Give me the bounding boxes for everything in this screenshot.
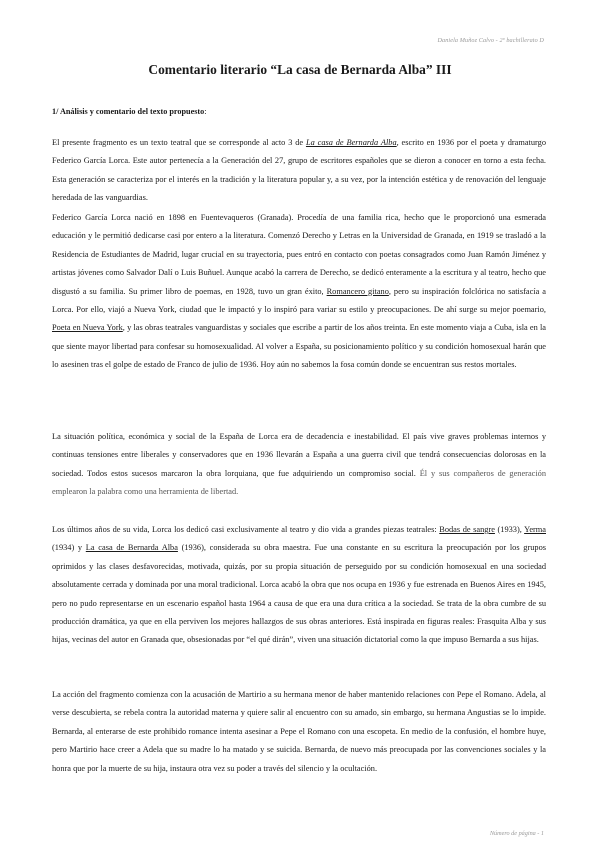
section-heading-text: 1/ Análisis y comentario del texto propuesto [52,107,205,116]
p1-text-b: , escrito en 1936 por el poeta y dramaturgo Federico García Lorca. Este autor pertenecía a la Generación del 27, grupo de escritores españoles que se dieron a conocer en torno a esta fecha. Esta generación se caracteriza por el interés en la tradición y la literatura popular y, a su vez, por la intención estética y de renovación del lenguaje heredada de las vanguardias. [52,138,547,203]
p5-text-a: La acción del fragmento comienza con la acusación de Martirio a su hermana menor de haber mantenido relaciones con Pepe el Romano. Adela, al verse descubierta, se rebela contra la autoridad materna y quiere salir al encuentro con su amado, sin embargo, su hermana Angustias se lo impide. Bernarda, al enterarse de este prohibido romance intenta asesinar a Pepe el Romano con una escopeta. En medio de la confusión, el hombre huye, pero Martirio hace creer a Adela que su madre lo ha matado y se suicida. Bernarda, de nuevo más preocupada por las convenciones sociales y la honra que por la muerte de su hija, instaura otra vez su poder a través del silencio y la ocultación. [52,690,546,773]
p4-text-b: (1933), [494,525,525,534]
p3-text-b: Él y sus compañeros de generación emplearon la palabra como una herramienta de libertad. [52,468,547,497]
paragraph-4 [52,521,546,650]
work-title-yerma: Yerma [524,525,546,534]
section-heading [52,107,207,116]
work-title-casa-bernarda: La casa de Bernarda Alba [305,138,397,147]
work-title-casa-bernarda-2: La casa de Bernarda Alba [85,543,178,553]
p2-text-b: , pero su inspiración folclórica no satisfacía a Lorca. Por ello, viajó a Nueva York, ciudad que le impactó y lo inspiró para variar su estilo y preocupaciones. De ahí surge su mejor poemario, [52,286,546,315]
p4-text-a: Los últimos años de su vida, Lorca los dedicó casi exclusivamente al teatro y dio vida a grandes piezas teatrales: [52,525,440,534]
work-title-poeta-nueva-york: Poeta en Nueva York [52,323,123,333]
p3-text-a: La situación política, económica y social de la España de Lorca era de decadencia e inestabilidad. El país vive graves problemas internos y continuas tensiones entre liberales y conservadores que en 1936 llevarán a España a una guerra civil que tendrá consecuencias dolorosas en la sociedad. Todos estos sucesos marcaron la obra lorquiana, que fue adquiriendo un compromiso social. [52,432,546,478]
paragraph-2 [52,209,546,375]
paragraph-1 [52,134,546,208]
p2-text-c: , y las obras teatrales vanguardistas y sociales que escribe a partir de los años treinta. En este momento viaja a Cuba, isla en la que siente mayor libertad para confesar su homosexualidad. Al volver a España, su posicionamiento político y su condición homosexual harán que lo asesinen tras el golpe de estado de Franco de julio de 1936. Hoy aún no sabemos la fosa común donde se encuentran sus restos mortales. [52,323,547,370]
p4-text-c: (1934) y [52,543,86,553]
work-title-bodas: Bodas de sangre [439,525,495,534]
p1-text-a: El presente fragmento es un texto teatral que se corresponde al acto 3 de [52,138,306,147]
paragraph-3 [52,428,546,502]
document-title: Comentario literario “La casa de Bernarda Alba” III [148,62,452,77]
work-title-romancero: Romancero gitano [326,286,389,296]
paragraph-5 [52,686,546,778]
page-number: Número de página - 1 [489,830,544,837]
p4-text-d: (1936), considerada su obra maestra. Fue una constante en su escritura la preocupación por los grupos oprimidos y las clases desfavorecidas, motivada, quizás, por su propia situación de perseguido por su condición homosexual en una sociedad absolutamente cerrada y dominada por una moral tradicional. Lorca acabó la obra que nos ocupa en 1936 y fue estrenada en Buenos Aires en 1945, pero no pudo representarse en un escenario español hasta 1964 a causa de que era una dura crítica a la sociedad. Se trata de la obra cumbre de su producción dramática, ya que en ella perviven los mejores hallazgos de sus obras anteriores. Está inspirada en figuras reales: Frasquita Alba y sus hijas, vecinas del autor en Granada que, obsesionadas por “el qué dirán”, viven una situación dictatorial como la que impuso Bernarda a sus hijas. [52,543,546,645]
p2-text-a: Federico García Lorca nació en 1898 en Fuentevaqueros (Granada). Procedía de una familia rica, hecho que le proporcionó una esmerada educación y le permitió dedicarse casi por entero a la literatura. Comenzó Derecho y Letras en la Universidad de Granada, en 1919 se trasladó a la Residencia de Estudiantes de Madrid, lugar crucial en su trayectoria, pues entró en contacto con poetas consagrados como Juan Ramón Jiménez y artistas jóvenes como Salvador Dalí o Luis Buñuel. Aunque acabó la carrera de Derecho, se dedicó enteramente a la escritura y al teatro, hecho que disgustó a su familia. Su primer libro de poemas, en 1928, tuvo un gran éxito, [52,213,546,296]
section-heading-colon: : [204,107,207,116]
header-author: Daniela Muñoz Calvo - 2º bachillerato D [437,37,544,44]
